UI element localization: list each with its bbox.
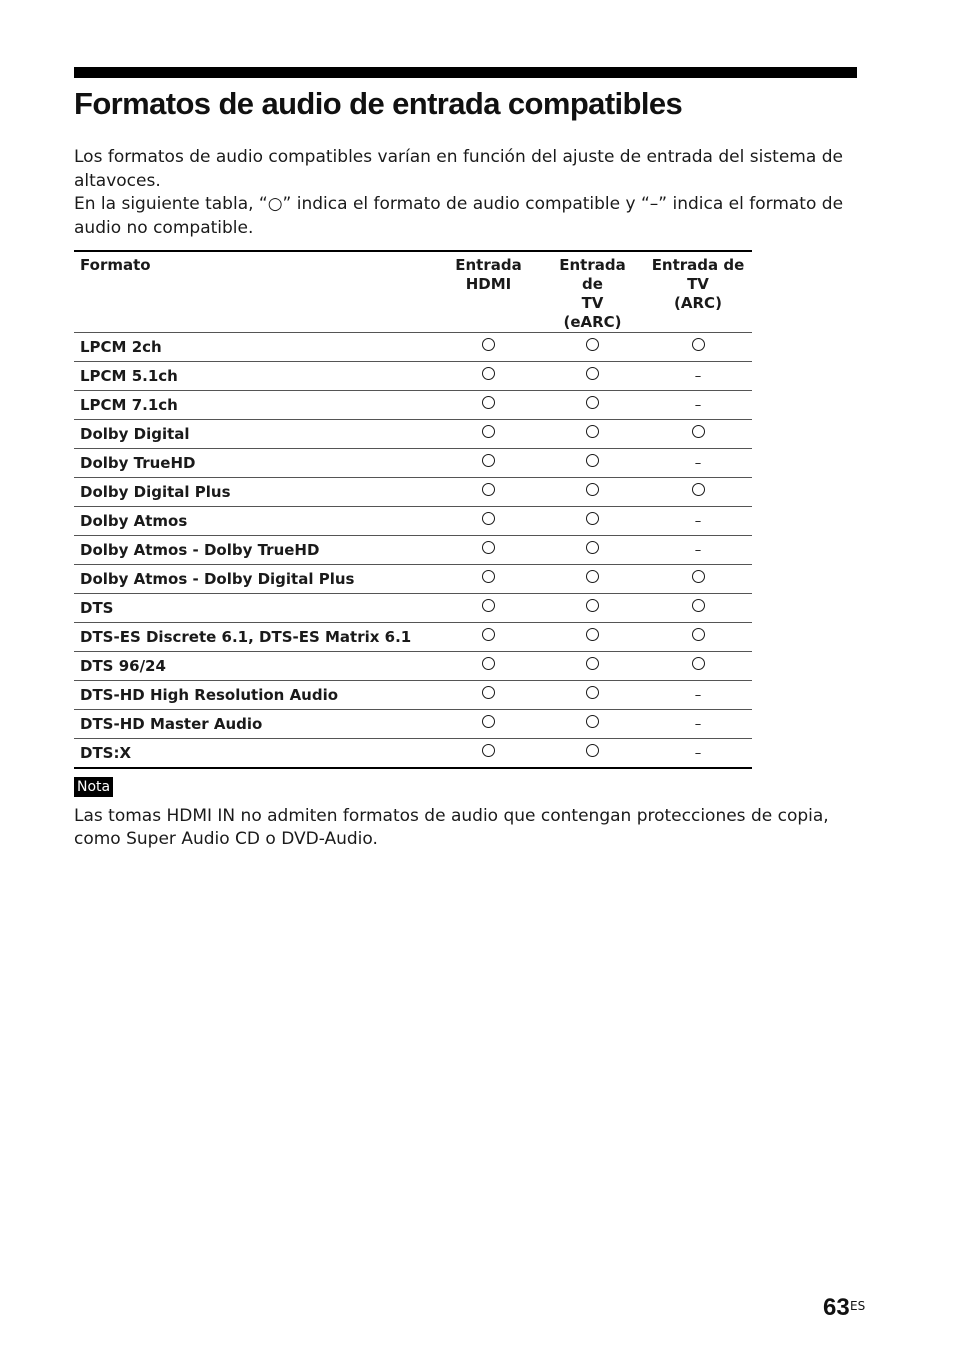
unsupported-dash: – <box>694 717 702 732</box>
supported-circle-icon <box>482 454 495 467</box>
format-name: Dolby Digital <box>74 420 436 449</box>
support-cell-arc <box>644 594 752 623</box>
supported-circle-icon <box>482 512 495 525</box>
support-cell-earc <box>541 420 644 449</box>
supported-circle-icon <box>482 686 495 699</box>
support-cell-hdmi <box>436 652 541 681</box>
support-cell-earc <box>541 739 644 769</box>
supported-circle-icon <box>692 425 705 438</box>
supported-circle-icon <box>692 483 705 496</box>
support-cell-hdmi <box>436 420 541 449</box>
support-cell-earc <box>541 536 644 565</box>
support-cell-earc <box>541 565 644 594</box>
note-badge: Nota <box>74 777 113 797</box>
unsupported-dash: – <box>694 369 702 384</box>
table-row <box>74 536 752 565</box>
table-row <box>74 623 752 652</box>
support-cell-earc <box>541 391 644 420</box>
unsupported-dash: – <box>694 688 702 703</box>
table-row <box>74 739 752 769</box>
supported-circle-icon <box>586 686 599 699</box>
supported-circle-icon <box>482 570 495 583</box>
support-cell-arc <box>644 391 752 420</box>
supported-circle-icon <box>482 367 495 380</box>
supported-circle-icon <box>482 541 495 554</box>
format-name: Dolby Digital Plus <box>74 478 436 507</box>
support-cell-earc <box>541 362 644 391</box>
support-cell-hdmi <box>436 507 541 536</box>
table-row <box>74 478 752 507</box>
header-arc-line: TV <box>687 275 709 293</box>
support-cell-arc <box>644 739 752 769</box>
supported-circle-icon <box>482 715 495 728</box>
supported-circle-icon <box>586 396 599 409</box>
header-earc <box>541 251 644 333</box>
note-text: Las tomas HDMI IN no admiten formatos de audio que contengan protecciones de copia, como Super Audio CD o DVD-Audio. <box>74 806 829 849</box>
supported-circle-icon <box>586 454 599 467</box>
supported-circle-icon <box>482 628 495 641</box>
header-hdmi <box>436 251 541 333</box>
supported-circle-icon <box>482 338 495 351</box>
format-name: DTS:X <box>74 739 436 769</box>
table-row <box>74 391 752 420</box>
supported-circle-icon <box>586 425 599 438</box>
intro-text <box>74 146 864 240</box>
support-cell-earc <box>541 710 644 739</box>
page-number: 63 <box>823 1294 850 1321</box>
supported-circle-icon <box>482 425 495 438</box>
support-cell-arc <box>644 623 752 652</box>
supported-circle-icon <box>692 628 705 641</box>
table-row <box>74 420 752 449</box>
table-row <box>74 449 752 478</box>
supported-circle-icon <box>692 570 705 583</box>
supported-circle-icon <box>482 599 495 612</box>
page-title: Formatos de audio de entrada compatibles <box>74 86 683 121</box>
supported-circle-icon <box>586 657 599 670</box>
table-row <box>74 652 752 681</box>
unsupported-dash: – <box>694 514 702 529</box>
supported-circle-icon <box>692 599 705 612</box>
header-format: Formato <box>74 251 436 333</box>
format-name: DTS-ES Discrete 6.1, DTS-ES Matrix 6.1 <box>74 623 436 652</box>
supported-circle-icon <box>482 657 495 670</box>
intro-paragraph-1: Los formatos de audio compatibles varían en función del ajuste de entrada del sistema de altavoces. <box>74 147 843 191</box>
supported-circle-icon <box>586 483 599 496</box>
supported-circle-icon <box>586 367 599 380</box>
format-name: DTS <box>74 594 436 623</box>
supported-circle-icon <box>692 338 705 351</box>
support-cell-earc <box>541 333 644 362</box>
table-header-row <box>74 251 752 333</box>
table-row <box>74 507 752 536</box>
support-cell-arc <box>644 362 752 391</box>
supported-circle-icon <box>586 570 599 583</box>
support-cell-hdmi <box>436 362 541 391</box>
table-row <box>74 710 752 739</box>
supported-circle-icon <box>586 715 599 728</box>
intro-paragraph-2: En la siguiente tabla, “○” indica el formato de audio compatible y “–” indica el formato de audio no compatible. <box>74 194 844 238</box>
header-arc-line: (ARC) <box>674 294 722 312</box>
support-cell-arc <box>644 420 752 449</box>
format-name: Dolby Atmos - Dolby TrueHD <box>74 536 436 565</box>
supported-circle-icon <box>586 628 599 641</box>
format-name: LPCM 7.1ch <box>74 391 436 420</box>
support-cell-arc <box>644 710 752 739</box>
format-name: Dolby TrueHD <box>74 449 436 478</box>
support-cell-hdmi <box>436 449 541 478</box>
support-cell-earc <box>541 681 644 710</box>
header-earc-line: Entrada de <box>559 256 626 293</box>
support-cell-arc <box>644 652 752 681</box>
table-row <box>74 681 752 710</box>
support-cell-arc <box>644 507 752 536</box>
format-name: DTS-HD High Resolution Audio <box>74 681 436 710</box>
unsupported-dash: – <box>694 746 702 761</box>
header-hdmi-line: HDMI <box>465 275 512 293</box>
supported-circle-icon <box>586 512 599 525</box>
support-cell-earc <box>541 449 644 478</box>
format-name: DTS-HD Master Audio <box>74 710 436 739</box>
table-body <box>74 333 752 769</box>
support-cell-earc <box>541 478 644 507</box>
table-row <box>74 594 752 623</box>
support-cell-arc <box>644 449 752 478</box>
support-cell-hdmi <box>436 594 541 623</box>
support-cell-hdmi <box>436 391 541 420</box>
support-cell-hdmi <box>436 536 541 565</box>
supported-circle-icon <box>586 744 599 757</box>
supported-circle-icon <box>692 657 705 670</box>
page-language-suffix: ES <box>850 1299 866 1313</box>
format-name: LPCM 5.1ch <box>74 362 436 391</box>
audio-formats-table <box>74 250 752 769</box>
header-arc-line: Entrada de <box>651 256 745 274</box>
heading-rule <box>74 67 857 78</box>
support-cell-arc <box>644 681 752 710</box>
unsupported-dash: – <box>694 543 702 558</box>
support-cell-hdmi <box>436 710 541 739</box>
support-cell-earc <box>541 652 644 681</box>
supported-circle-icon <box>482 396 495 409</box>
support-cell-hdmi <box>436 681 541 710</box>
supported-circle-icon <box>482 744 495 757</box>
support-cell-arc <box>644 536 752 565</box>
support-cell-earc <box>541 594 644 623</box>
unsupported-dash: – <box>694 398 702 413</box>
header-earc-line: (eARC) <box>563 313 622 331</box>
table-row <box>74 565 752 594</box>
support-cell-earc <box>541 507 644 536</box>
support-cell-hdmi <box>436 739 541 769</box>
header-arc <box>644 251 752 333</box>
supported-circle-icon <box>586 541 599 554</box>
header-earc-line: TV <box>581 294 604 312</box>
unsupported-dash: – <box>694 456 702 471</box>
supported-circle-icon <box>482 483 495 496</box>
support-cell-arc <box>644 478 752 507</box>
format-name: Dolby Atmos <box>74 507 436 536</box>
format-name: LPCM 2ch <box>74 333 436 362</box>
support-cell-hdmi <box>436 478 541 507</box>
support-cell-hdmi <box>436 333 541 362</box>
support-cell-hdmi <box>436 565 541 594</box>
supported-circle-icon <box>586 599 599 612</box>
support-cell-arc <box>644 333 752 362</box>
format-name: DTS 96/24 <box>74 652 436 681</box>
support-cell-arc <box>644 565 752 594</box>
support-cell-earc <box>541 623 644 652</box>
table-row <box>74 333 752 362</box>
table-row <box>74 362 752 391</box>
header-hdmi-line: Entrada <box>455 256 522 274</box>
support-cell-hdmi <box>436 623 541 652</box>
format-name: Dolby Atmos - Dolby Digital Plus <box>74 565 436 594</box>
supported-circle-icon <box>586 338 599 351</box>
